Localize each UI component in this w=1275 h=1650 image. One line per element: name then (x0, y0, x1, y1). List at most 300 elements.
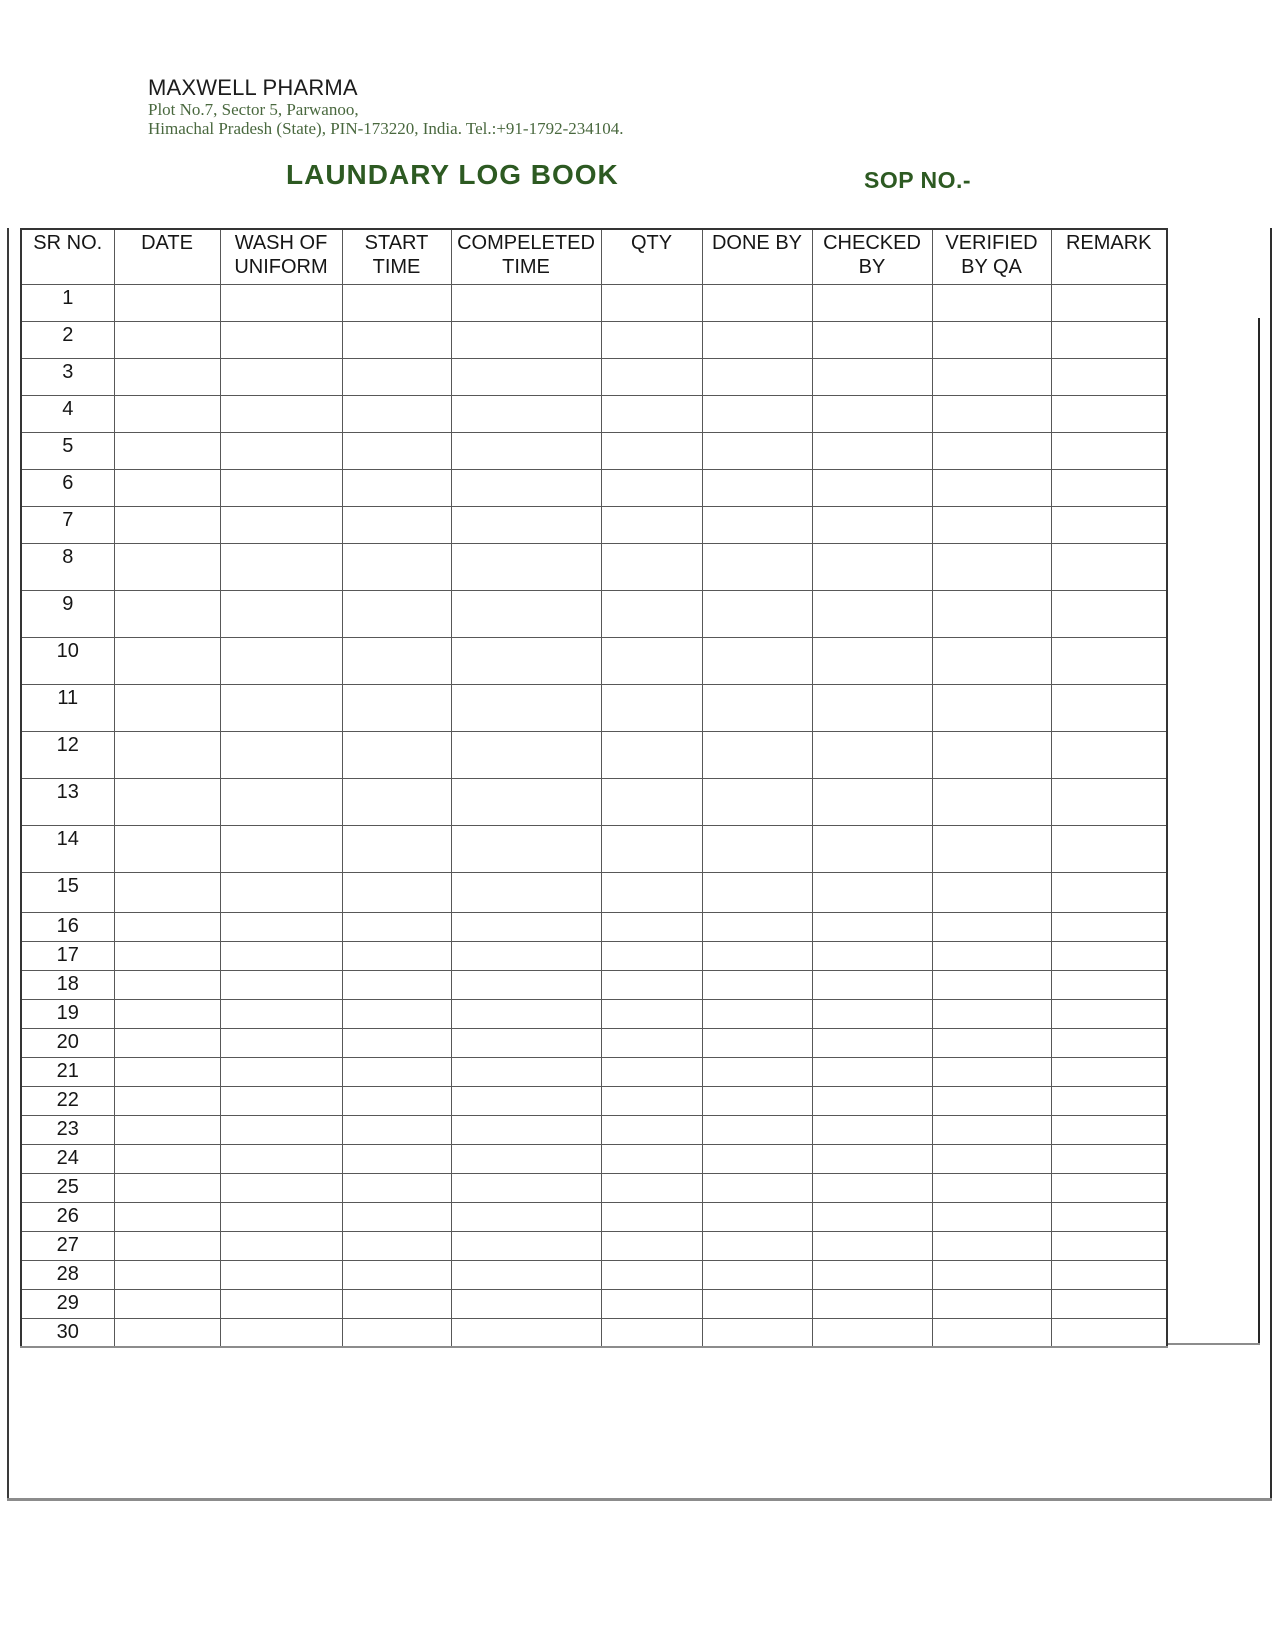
empty-cell (114, 1057, 220, 1086)
empty-cell (932, 778, 1051, 825)
empty-cell (1051, 543, 1167, 590)
sr-no-cell: 20 (21, 1028, 114, 1057)
empty-cell (220, 825, 342, 872)
empty-cell (451, 825, 601, 872)
empty-cell (342, 1231, 451, 1260)
empty-cell (342, 1028, 451, 1057)
empty-cell (451, 1260, 601, 1289)
empty-cell (1051, 1202, 1167, 1231)
empty-cell (932, 1318, 1051, 1347)
empty-cell (812, 1202, 932, 1231)
sr-no-cell: 18 (21, 970, 114, 999)
empty-cell (702, 506, 812, 543)
empty-cell (1051, 1231, 1167, 1260)
empty-cell (451, 872, 601, 912)
empty-cell (932, 825, 1051, 872)
empty-cell (342, 1086, 451, 1115)
empty-cell (451, 941, 601, 970)
empty-cell (932, 1173, 1051, 1202)
table-row (21, 1144, 1167, 1173)
column-header: REMARK (1051, 229, 1167, 284)
empty-cell (220, 637, 342, 684)
empty-cell (812, 590, 932, 637)
empty-cell (451, 284, 601, 321)
sr-no-cell: 21 (21, 1057, 114, 1086)
empty-cell (932, 1144, 1051, 1173)
empty-cell (220, 1260, 342, 1289)
empty-cell (932, 637, 1051, 684)
empty-cell (932, 912, 1051, 941)
empty-cell (114, 358, 220, 395)
empty-cell (1051, 469, 1167, 506)
table-row (21, 912, 1167, 941)
empty-cell (220, 432, 342, 469)
empty-cell (812, 872, 932, 912)
empty-cell (932, 506, 1051, 543)
column-header: VERIFIED BY QA (932, 229, 1051, 284)
empty-cell (601, 731, 702, 778)
empty-cell (702, 1028, 812, 1057)
table-row (21, 321, 1167, 358)
empty-cell (932, 358, 1051, 395)
empty-cell (220, 284, 342, 321)
empty-cell (1051, 506, 1167, 543)
empty-cell (932, 731, 1051, 778)
empty-cell (451, 1318, 601, 1347)
empty-cell (451, 1289, 601, 1318)
empty-cell (812, 941, 932, 970)
empty-cell (451, 469, 601, 506)
sr-no-cell: 29 (21, 1289, 114, 1318)
laundry-log-table (20, 228, 1168, 1348)
empty-cell (1051, 912, 1167, 941)
table-row (21, 543, 1167, 590)
sr-no-cell: 27 (21, 1231, 114, 1260)
table-row (21, 731, 1167, 778)
empty-cell (812, 432, 932, 469)
empty-cell (114, 1289, 220, 1318)
empty-cell (451, 999, 601, 1028)
empty-cell (702, 872, 812, 912)
empty-cell (220, 543, 342, 590)
empty-cell (451, 432, 601, 469)
table-header-row (21, 229, 1167, 284)
table-row (21, 358, 1167, 395)
sr-no-cell: 7 (21, 506, 114, 543)
table-row (21, 1173, 1167, 1202)
empty-cell (342, 1289, 451, 1318)
empty-cell (601, 1231, 702, 1260)
sr-no-cell: 30 (21, 1318, 114, 1347)
empty-cell (220, 1057, 342, 1086)
empty-cell (220, 778, 342, 825)
table-row (21, 432, 1167, 469)
sr-no-cell: 19 (21, 999, 114, 1028)
table-row (21, 1202, 1167, 1231)
table-row (21, 1289, 1167, 1318)
empty-cell (601, 684, 702, 731)
empty-cell (114, 1115, 220, 1144)
empty-cell (601, 872, 702, 912)
empty-cell (342, 284, 451, 321)
inner-right-border-line (1258, 318, 1260, 1344)
empty-cell (812, 825, 932, 872)
empty-cell (114, 395, 220, 432)
table-row (21, 778, 1167, 825)
empty-cell (601, 999, 702, 1028)
sr-no-cell: 15 (21, 872, 114, 912)
empty-cell (1051, 1260, 1167, 1289)
empty-cell (220, 999, 342, 1028)
empty-cell (451, 590, 601, 637)
empty-cell (812, 469, 932, 506)
empty-cell (932, 1260, 1051, 1289)
empty-cell (451, 1202, 601, 1231)
empty-cell (812, 1231, 932, 1260)
empty-cell (702, 358, 812, 395)
empty-cell (342, 999, 451, 1028)
empty-cell (114, 543, 220, 590)
empty-cell (1051, 872, 1167, 912)
sr-no-cell: 6 (21, 469, 114, 506)
empty-cell (812, 999, 932, 1028)
empty-cell (451, 970, 601, 999)
sr-no-cell: 1 (21, 284, 114, 321)
empty-cell (342, 731, 451, 778)
empty-cell (702, 1057, 812, 1086)
empty-cell (342, 1260, 451, 1289)
empty-cell (601, 970, 702, 999)
empty-cell (702, 941, 812, 970)
empty-cell (932, 872, 1051, 912)
empty-cell (601, 941, 702, 970)
sr-no-cell: 25 (21, 1173, 114, 1202)
column-header: SR NO. (21, 229, 114, 284)
empty-cell (702, 395, 812, 432)
empty-cell (932, 1202, 1051, 1231)
empty-cell (451, 731, 601, 778)
empty-cell (1051, 1086, 1167, 1115)
empty-cell (812, 358, 932, 395)
sr-no-cell: 14 (21, 825, 114, 872)
empty-cell (1051, 432, 1167, 469)
empty-cell (342, 432, 451, 469)
empty-cell (114, 1028, 220, 1057)
empty-cell (932, 941, 1051, 970)
empty-cell (932, 1086, 1051, 1115)
table-row (21, 590, 1167, 637)
empty-cell (114, 941, 220, 970)
sr-no-cell: 11 (21, 684, 114, 731)
empty-cell (114, 1173, 220, 1202)
empty-cell (1051, 999, 1167, 1028)
empty-cell (342, 970, 451, 999)
sr-no-cell: 3 (21, 358, 114, 395)
table-row (21, 1115, 1167, 1144)
empty-cell (1051, 395, 1167, 432)
empty-cell (220, 1173, 342, 1202)
empty-cell (114, 970, 220, 999)
table-row (21, 1260, 1167, 1289)
sr-no-cell: 9 (21, 590, 114, 637)
empty-cell (114, 684, 220, 731)
empty-cell (1051, 1057, 1167, 1086)
table-body (21, 284, 1167, 1347)
empty-cell (114, 778, 220, 825)
empty-cell (342, 395, 451, 432)
empty-cell (812, 778, 932, 825)
empty-cell (932, 469, 1051, 506)
empty-cell (812, 637, 932, 684)
empty-cell (601, 912, 702, 941)
empty-cell (601, 543, 702, 590)
empty-cell (342, 684, 451, 731)
empty-cell (1051, 590, 1167, 637)
empty-cell (114, 825, 220, 872)
empty-cell (932, 1115, 1051, 1144)
empty-cell (342, 1057, 451, 1086)
empty-cell (812, 1260, 932, 1289)
empty-cell (220, 1115, 342, 1144)
empty-cell (114, 1144, 220, 1173)
empty-cell (702, 731, 812, 778)
empty-cell (601, 1202, 702, 1231)
empty-cell (220, 1086, 342, 1115)
table-row (21, 872, 1167, 912)
empty-cell (601, 1028, 702, 1057)
empty-cell (702, 432, 812, 469)
sr-no-cell: 28 (21, 1260, 114, 1289)
empty-cell (114, 1202, 220, 1231)
empty-cell (702, 999, 812, 1028)
empty-cell (114, 1231, 220, 1260)
empty-cell (812, 1086, 932, 1115)
empty-cell (220, 506, 342, 543)
empty-cell (812, 1057, 932, 1086)
page-frame-bottom-line (7, 1498, 1272, 1501)
empty-cell (601, 1173, 702, 1202)
empty-cell (342, 1144, 451, 1173)
page-frame-right-line (1270, 228, 1272, 1500)
empty-cell (342, 1115, 451, 1144)
empty-cell (932, 543, 1051, 590)
sr-no-cell: 5 (21, 432, 114, 469)
empty-cell (932, 432, 1051, 469)
table-row (21, 941, 1167, 970)
empty-cell (1051, 1289, 1167, 1318)
empty-cell (451, 684, 601, 731)
empty-cell (1051, 358, 1167, 395)
empty-cell (812, 506, 932, 543)
sr-no-cell: 2 (21, 321, 114, 358)
empty-cell (451, 1115, 601, 1144)
empty-cell (702, 912, 812, 941)
empty-cell (932, 395, 1051, 432)
empty-cell (114, 506, 220, 543)
sr-no-cell: 17 (21, 941, 114, 970)
empty-cell (702, 1086, 812, 1115)
empty-cell (812, 912, 932, 941)
empty-cell (601, 825, 702, 872)
sr-no-cell: 13 (21, 778, 114, 825)
table-row (21, 684, 1167, 731)
sr-no-cell: 23 (21, 1115, 114, 1144)
empty-cell (932, 999, 1051, 1028)
empty-cell (812, 1115, 932, 1144)
empty-cell (812, 321, 932, 358)
empty-cell (1051, 1144, 1167, 1173)
empty-cell (1051, 1028, 1167, 1057)
empty-cell (451, 778, 601, 825)
empty-cell (601, 506, 702, 543)
empty-cell (601, 637, 702, 684)
empty-cell (451, 1173, 601, 1202)
sr-no-cell: 26 (21, 1202, 114, 1231)
column-header: DATE (114, 229, 220, 284)
empty-cell (451, 506, 601, 543)
empty-cell (220, 1028, 342, 1057)
empty-cell (220, 469, 342, 506)
empty-cell (220, 1231, 342, 1260)
empty-cell (702, 321, 812, 358)
empty-cell (342, 469, 451, 506)
empty-cell (342, 543, 451, 590)
empty-cell (1051, 1115, 1167, 1144)
empty-cell (342, 778, 451, 825)
empty-cell (702, 778, 812, 825)
empty-cell (702, 1318, 812, 1347)
empty-cell (812, 543, 932, 590)
empty-cell (702, 1173, 812, 1202)
empty-cell (702, 825, 812, 872)
empty-cell (601, 395, 702, 432)
empty-cell (601, 1086, 702, 1115)
empty-cell (220, 590, 342, 637)
empty-cell (601, 469, 702, 506)
empty-cell (342, 1173, 451, 1202)
empty-cell (114, 469, 220, 506)
empty-cell (601, 432, 702, 469)
table-row (21, 1318, 1167, 1347)
empty-cell (702, 1260, 812, 1289)
table-row (21, 395, 1167, 432)
empty-cell (1051, 321, 1167, 358)
table-row (21, 506, 1167, 543)
empty-cell (601, 778, 702, 825)
empty-cell (342, 321, 451, 358)
column-header: DONE BY (702, 229, 812, 284)
company-address-line-1: Plot No.7, Sector 5, Parwanoo, (148, 100, 359, 119)
empty-cell (702, 637, 812, 684)
empty-cell (1051, 941, 1167, 970)
empty-cell (601, 1057, 702, 1086)
empty-cell (451, 1028, 601, 1057)
empty-cell (451, 358, 601, 395)
column-header: QTY (601, 229, 702, 284)
empty-cell (220, 731, 342, 778)
company-name: MAXWELL PHARMA (148, 75, 358, 100)
table-row (21, 1057, 1167, 1086)
empty-cell (702, 1115, 812, 1144)
empty-cell (114, 872, 220, 912)
empty-cell (702, 684, 812, 731)
empty-cell (812, 731, 932, 778)
empty-cell (1051, 731, 1167, 778)
empty-cell (114, 731, 220, 778)
table-row (21, 825, 1167, 872)
empty-cell (342, 912, 451, 941)
empty-cell (342, 825, 451, 872)
empty-cell (601, 590, 702, 637)
empty-cell (220, 1202, 342, 1231)
empty-cell (451, 1144, 601, 1173)
empty-cell (601, 1318, 702, 1347)
sr-no-cell: 16 (21, 912, 114, 941)
empty-cell (812, 395, 932, 432)
empty-cell (812, 1289, 932, 1318)
empty-cell (932, 1057, 1051, 1086)
empty-cell (451, 1086, 601, 1115)
empty-cell (1051, 1318, 1167, 1347)
sr-no-cell: 4 (21, 395, 114, 432)
empty-cell (342, 872, 451, 912)
empty-cell (812, 970, 932, 999)
empty-cell (932, 684, 1051, 731)
table-row (21, 1086, 1167, 1115)
sr-no-cell: 24 (21, 1144, 114, 1173)
page-frame-left-line (7, 228, 9, 1500)
column-header: START TIME (342, 229, 451, 284)
page-title: LAUNDARY LOG BOOK (286, 159, 619, 190)
empty-cell (342, 1202, 451, 1231)
empty-cell (1051, 684, 1167, 731)
empty-cell (601, 358, 702, 395)
empty-cell (932, 1231, 1051, 1260)
empty-cell (1051, 637, 1167, 684)
empty-cell (932, 1289, 1051, 1318)
empty-cell (1051, 778, 1167, 825)
empty-cell (451, 1057, 601, 1086)
empty-cell (220, 321, 342, 358)
empty-cell (932, 1028, 1051, 1057)
empty-cell (1051, 970, 1167, 999)
empty-cell (1051, 1173, 1167, 1202)
sr-no-cell: 12 (21, 731, 114, 778)
table-row (21, 970, 1167, 999)
empty-cell (220, 872, 342, 912)
empty-cell (812, 1318, 932, 1347)
empty-cell (1051, 284, 1167, 321)
empty-cell (932, 284, 1051, 321)
empty-cell (220, 1289, 342, 1318)
empty-cell (220, 395, 342, 432)
column-header: COMPELETED TIME (451, 229, 601, 284)
empty-cell (1051, 825, 1167, 872)
empty-cell (702, 284, 812, 321)
empty-cell (601, 1289, 702, 1318)
table-row (21, 1028, 1167, 1057)
empty-cell (114, 590, 220, 637)
empty-cell (342, 506, 451, 543)
empty-cell (451, 395, 601, 432)
empty-cell (702, 543, 812, 590)
empty-cell (601, 321, 702, 358)
table-row (21, 469, 1167, 506)
sr-no-cell: 8 (21, 543, 114, 590)
empty-cell (342, 590, 451, 637)
empty-cell (451, 912, 601, 941)
empty-cell (932, 321, 1051, 358)
